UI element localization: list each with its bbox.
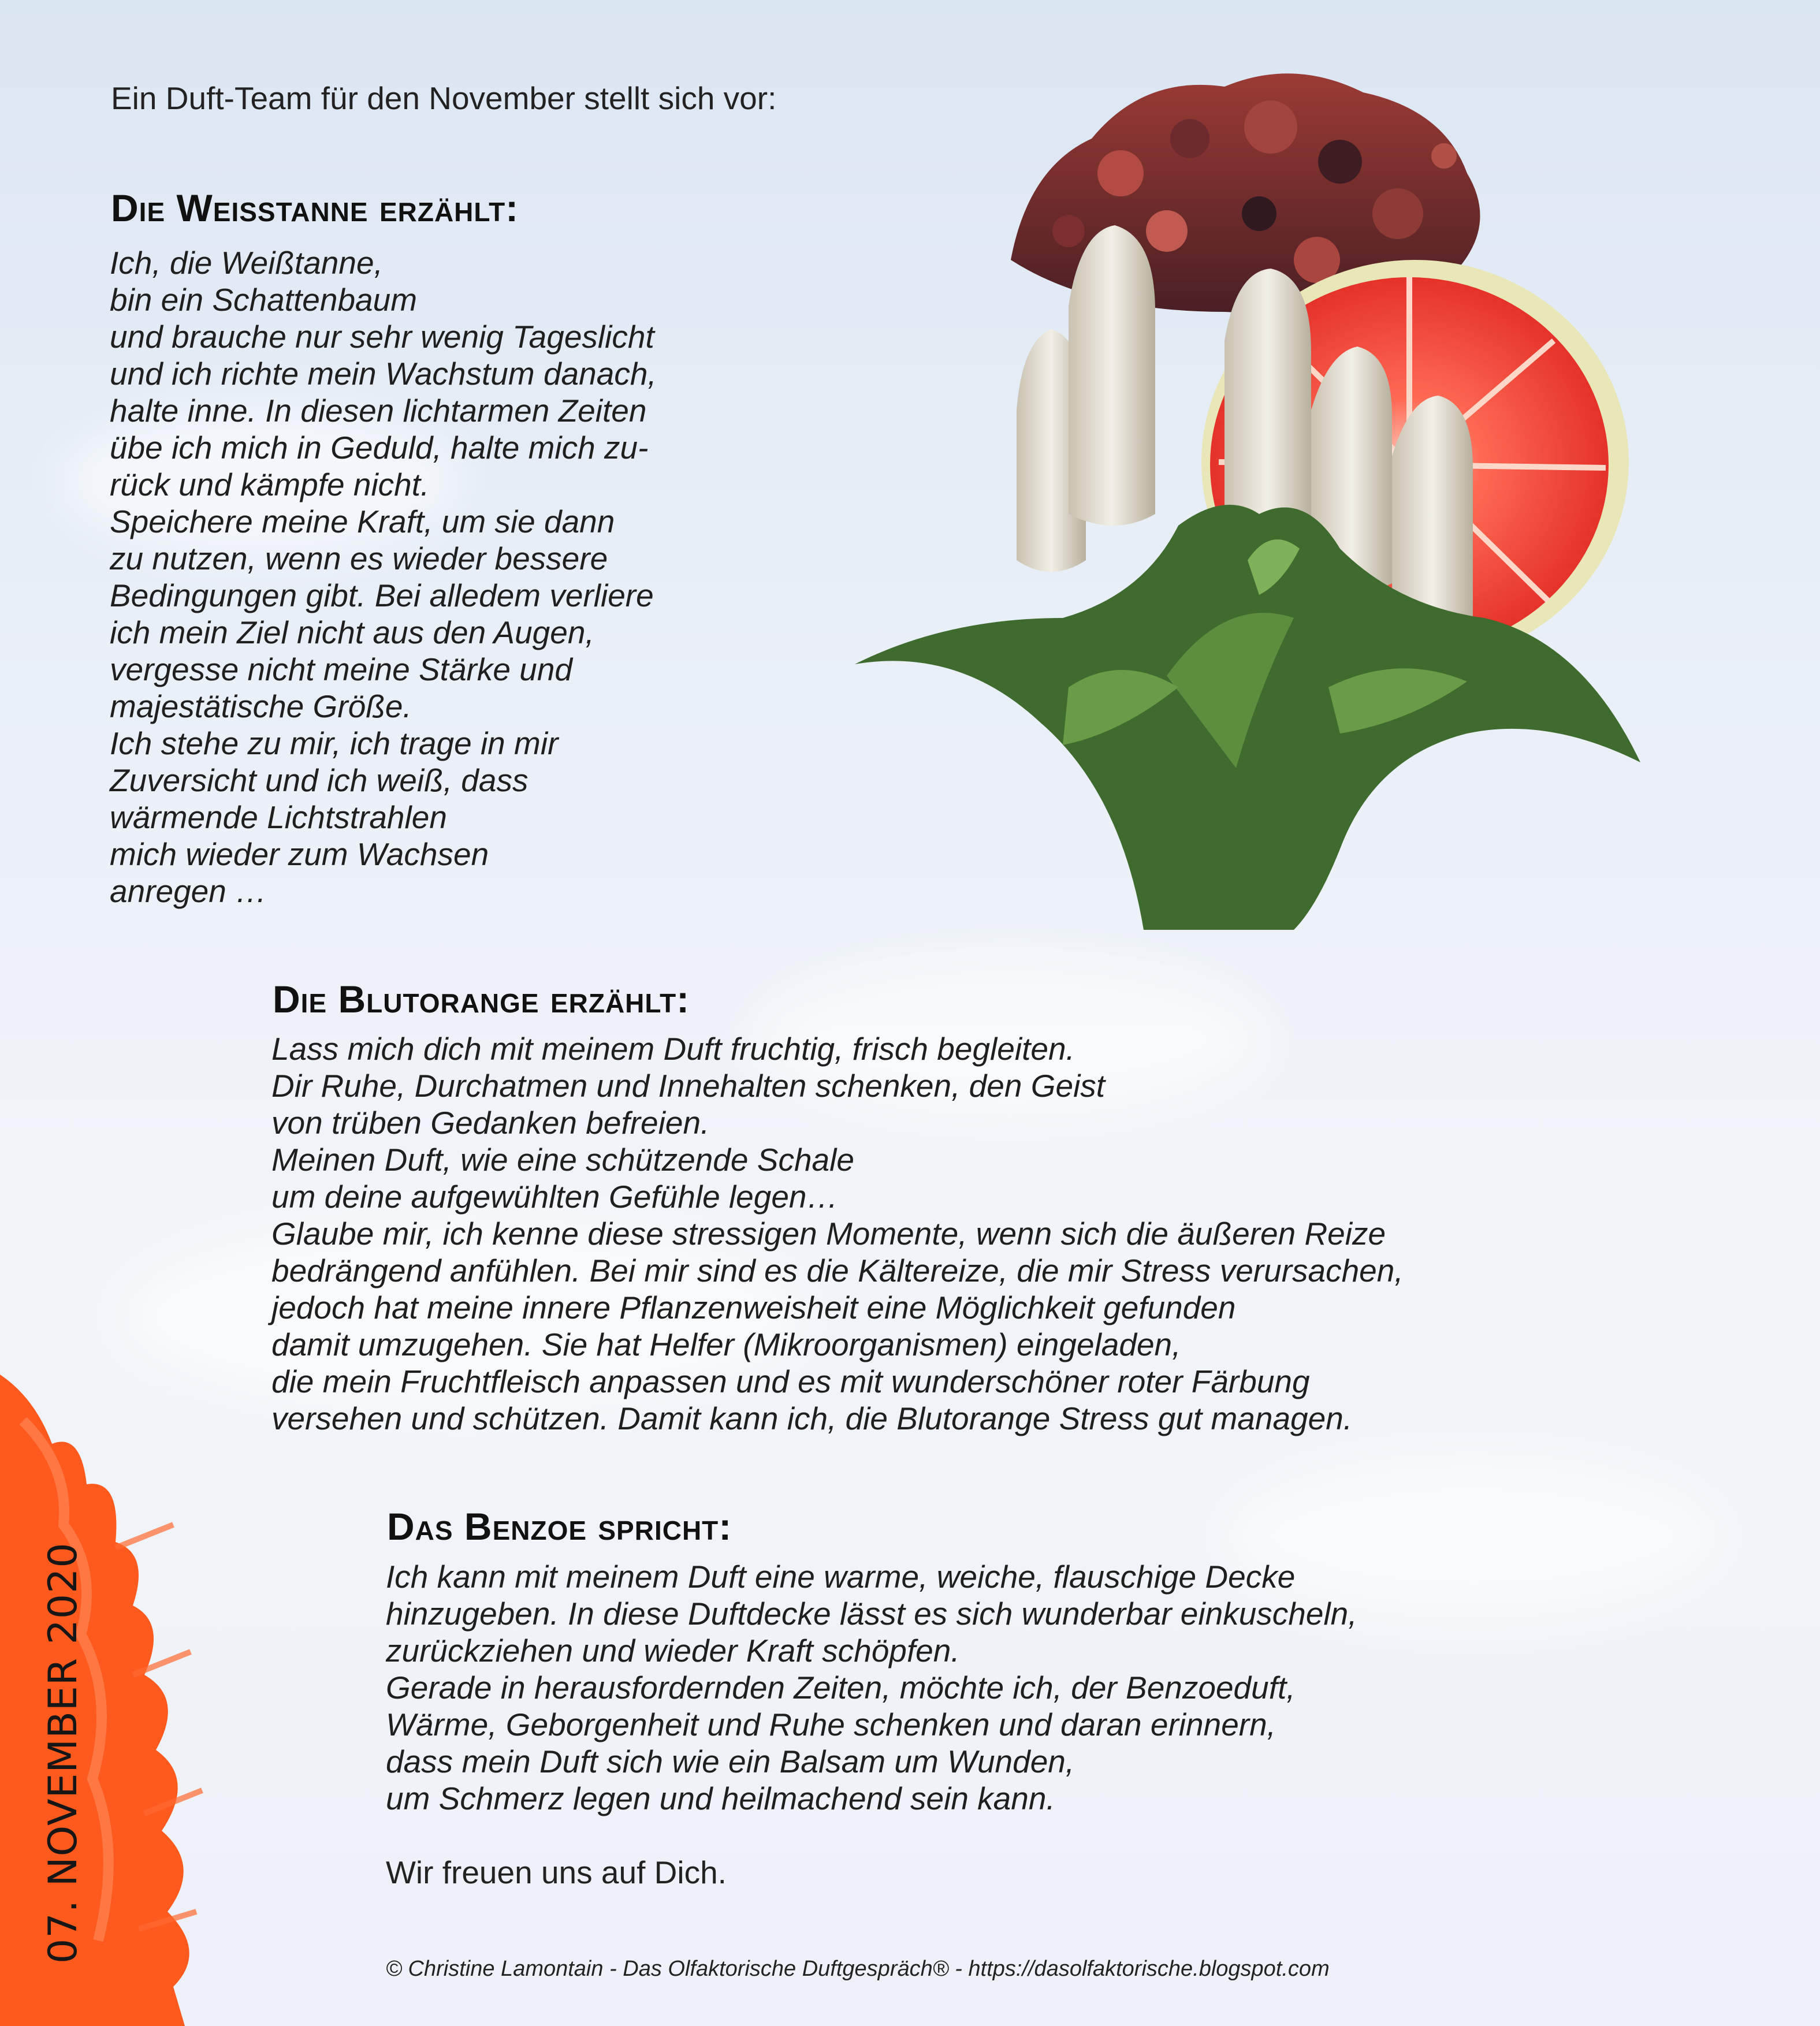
text-line: Bedingungen gibt. Bei alledem verliere [110,578,654,613]
text-line: halte inne. In diesen lichtarmen Zeiten [110,393,647,429]
closing-text: Wir freuen uns auf Dich. [386,1854,727,1890]
section-text-weisstanne [110,244,657,910]
text-line: um Schmerz legen und heilmachend sein kann. [386,1781,1055,1816]
text-line: Ich, die Weißtanne, [110,245,383,281]
text-line: Lass mich dich mit meinem Duft fruchtig, frisch begleiten. [271,1031,1075,1067]
text-line: hinzugeben. In diese Duftdecke lässt es sich wunderbar einkuscheln, [386,1596,1357,1632]
section-heading-weisstanne: Die Weisstanne erzählt: [111,187,519,229]
text-line: rück und kämpfe nicht. [110,467,430,502]
section-text-benzoe [386,1558,1357,1817]
text-line: zu nutzen, wenn es wieder bessere [110,541,608,576]
text-line: bin ein Schattenbaum [110,282,418,318]
text-line: Speichere meine Kraft, um sie dann [110,504,615,539]
text-line: vergesse nicht meine Stärke und [110,651,572,687]
text-line: bedrängend anfühlen. Bei mir sind es die Kältereize, die mir Stress verursachen, [271,1253,1404,1288]
text-line: übe ich mich in Geduld, halte mich zu- [110,430,649,465]
text-line: dass mein Duft sich wie ein Balsam um Wunden, [386,1744,1075,1779]
copyright-footer: © Christine Lamontain - Das Olfaktorische Duftgespräch® - https://dasolfaktorische.blogspot.com [386,1957,1330,1981]
text-line: Wärme, Geborgenheit und Ruhe schenken und daran erinnern, [386,1707,1276,1742]
text-line: majestätische Größe. [110,688,412,724]
text-line: anregen … [110,873,267,909]
orange-brush-stroke [0,1375,219,2026]
date-label: 07. NOVEMBER 2020 [40,1542,86,1964]
text-line: Glaube mir, ich kenne diese stressigen Momente, wenn sich die äußeren Reize [271,1216,1386,1252]
text-line: jedoch hat meine innere Pflanzenweisheit eine Möglichkeit gefunden [271,1290,1236,1325]
text-line: Gerade in herausfordernden Zeiten, möchte ich, der Benzoeduft, [386,1670,1296,1705]
intro-text: Ein Duft-Team für den November stellt sich vor: [111,80,777,116]
text-line: Meinen Duft, wie eine schützende Schale [271,1142,854,1178]
text-line: zurückziehen und wieder Kraft schöpfen. [386,1633,960,1669]
section-text-blutorange [271,1030,1404,1437]
text-line: wärmende Lichtstrahlen [110,799,447,835]
text-line: versehen und schützen. Damit kann ich, die Blutorange Stress gut managen. [271,1401,1353,1436]
text-line: die mein Fruchtfleisch anpassen und es mit wunderschöner roter Färbung [271,1364,1310,1399]
text-line: damit umzugehen. Sie hat Helfer (Mikroorganismen) eingeladen, [271,1327,1181,1362]
text-line: mich wieder zum Wachsen [110,836,489,872]
section-heading-benzoe: Das Benzoe spricht: [387,1505,732,1548]
text-line: und ich richte mein Wachstum danach, [110,356,657,392]
text-line: Zuversicht und ich weiß, dass [110,762,528,798]
section-heading-blutorange: Die Blutorange erzählt: [273,978,690,1021]
text-line: von trüben Gedanken befreien. [271,1105,710,1141]
text-line: Dir Ruhe, Durchatmen und Innehalten schenken, den Geist [271,1068,1106,1104]
text-line: Ich kann mit meinem Duft eine warme, weiche, flauschige Decke [386,1559,1296,1595]
text-line: um deine aufgewühlten Gefühle legen… [271,1179,839,1215]
text-line: Ich stehe zu mir, ich trage in mir [110,725,559,761]
text-line: ich mein Ziel nicht aus den Augen, [110,614,594,650]
scent-illustration [820,40,1756,930]
text-line: und brauche nur sehr wenig Tageslicht [110,319,654,355]
